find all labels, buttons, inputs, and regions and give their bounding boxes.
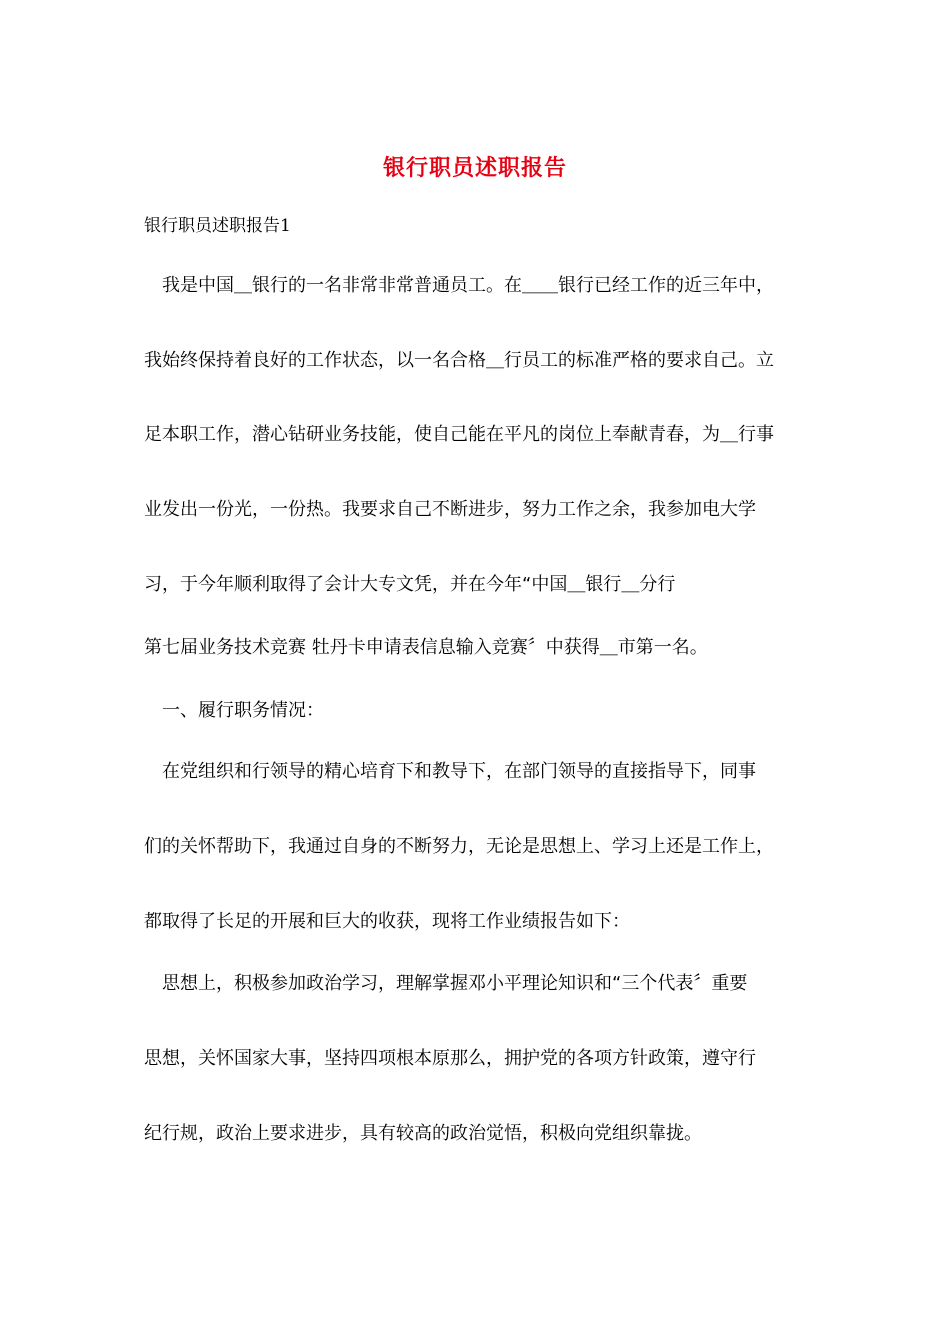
document-title: 银行职员述职报告: [382, 155, 567, 181]
paragraph-line: 业发出一份光，一份热。我要求自己不断进步，努力工作之余，我参加电大学: [144, 499, 756, 520]
paragraph-line: 第七届业务技术竞赛 牡丹卡申请表信息输入竞赛〞中获得＿市第一名。: [144, 637, 708, 658]
section-heading: 银行职员述职报告1: [144, 216, 291, 236]
paragraph-line: 纪行规，政治上要求进步，具有较高的政治觉悟，积极向党组织靠拢。: [144, 1123, 702, 1144]
paragraph-line: 我是中国＿银行的一名非常非常普通员工。在＿＿银行已经工作的近三年中，: [162, 275, 774, 296]
paragraph-line: 都取得了长足的开展和巨大的收获，现将工作业绩报告如下：: [144, 911, 630, 932]
paragraph-line: 们的关怀帮助下，我通过自身的不断努力，无论是思想上、学习上还是工作上，: [144, 836, 774, 857]
paragraph-line: 思想上，积极参加政治学习，理解掌握邓小平理论知识和“三个代表〞重要: [162, 973, 748, 994]
paragraph-line: 在党组织和行领导的精心培育下和教导下，在部门领导的直接指导下，同事: [162, 761, 756, 782]
section-heading: 一、履行职务情况：: [162, 700, 324, 721]
paragraph-line: 习，于今年顺利取得了会计大专文凭，并在今年“中国＿银行＿分行: [144, 574, 676, 595]
paragraph-line: 思想，关怀国家大事，坚持四项根本原那么，拥护党的各项方针政策，遵守行: [144, 1048, 756, 1069]
paragraph-line: 我始终保持着良好的工作状态，以一名合格＿行员工的标准严格的要求自己。立: [144, 350, 774, 371]
paragraph-line: 足本职工作，潜心钻研业务技能，使自己能在平凡的岗位上奉献青春，为＿行事: [144, 424, 774, 445]
